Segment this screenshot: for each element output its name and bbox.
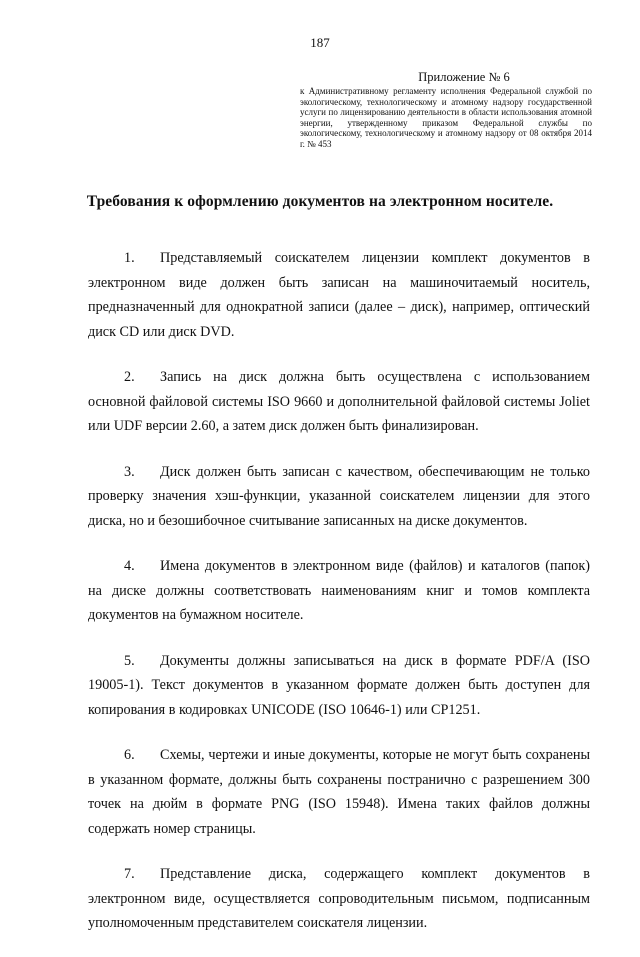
paragraph-number: 4. — [124, 558, 135, 574]
paragraph-text: Представление диска, содержащего комплект документов в электронном виде, осуществляется сопроводительным письмом, подписанным уполномоченным представителем соискателя лицензии. — [88, 866, 590, 931]
paragraph-number: 3. — [124, 463, 135, 480]
paragraph-text: Документы должны записываться на диск в формате PDF/A (ISO 19005-1). Текст документов в указанном формате должен быть доступен для копирования в кодировках UNICODE (ISO 10646-1) или CP1251. — [88, 652, 590, 718]
page-number: 187 — [310, 35, 330, 50]
appendix-text: к Административному регламенту исполнения Федеральной службой по экологическому, технологическому и атомному надзору государственной услуги по лицензированию деятельности в области использования атомной энергии, утвержденному приказом Федеральной службы по экологическому, технологическому и атомному надзору от 08 октября 2014 г. № 453 — [300, 86, 592, 149]
paragraph-number: 2. — [124, 369, 135, 385]
paragraph-4 — [88, 554, 590, 628]
paragraph-3 — [88, 460, 590, 534]
paragraph-number: 7. — [124, 866, 135, 882]
paragraph-6 — [88, 743, 590, 841]
document-title: Требования к оформлению документов на электронном носителе. — [86, 193, 554, 210]
appendix-block — [300, 70, 592, 149]
paragraph-number: 1. — [124, 250, 135, 266]
paragraph-text: Запись на диск должна быть осуществлена с использованием основной файловой системы ISO 9660 и дополнительной файловой системы Joliet или UDF версии 2.60, а затем диск должен быть финализирован. — [88, 369, 590, 434]
paragraph-2 — [88, 365, 590, 439]
paragraph-1 — [88, 246, 590, 344]
paragraph-text: Представляемый соискателем лицензии комплект документов в электронном виде должен быть записан на машиночитаемый носитель, предназначенный для однократной записи (далее – диск), например, оптический диск CD или диск DVD. — [88, 250, 590, 340]
paragraph-text: Диск должен быть записан с качеством, обеспечивающим не только проверку значения хэш-функции, указанной соискателем лицензии для этого диска, но и безошибочное считывание записанных на диске документов. — [88, 463, 590, 529]
paragraph-number: 5. — [124, 652, 135, 669]
appendix-title: Приложение № 6 — [418, 70, 510, 84]
paragraph-text: Имена документов в электронном виде (файлов) и каталогов (папок) на диске должны соответствовать наименованиям книг и томов комплекта документов на бумажном носителе. — [88, 558, 590, 623]
paragraph-number: 6. — [124, 747, 135, 763]
paragraph-text: Схемы, чертежи и иные документы, которые не могут быть сохранены в указанном формате, должны быть сохранены постранично с разрешением 300 точек на дюйм в формате PNG (ISO 15948). Имена таких файлов должны содержать номер страницы. — [88, 747, 590, 837]
document-body — [88, 246, 590, 957]
paragraph-5 — [88, 649, 590, 723]
paragraph-7 — [88, 862, 590, 936]
